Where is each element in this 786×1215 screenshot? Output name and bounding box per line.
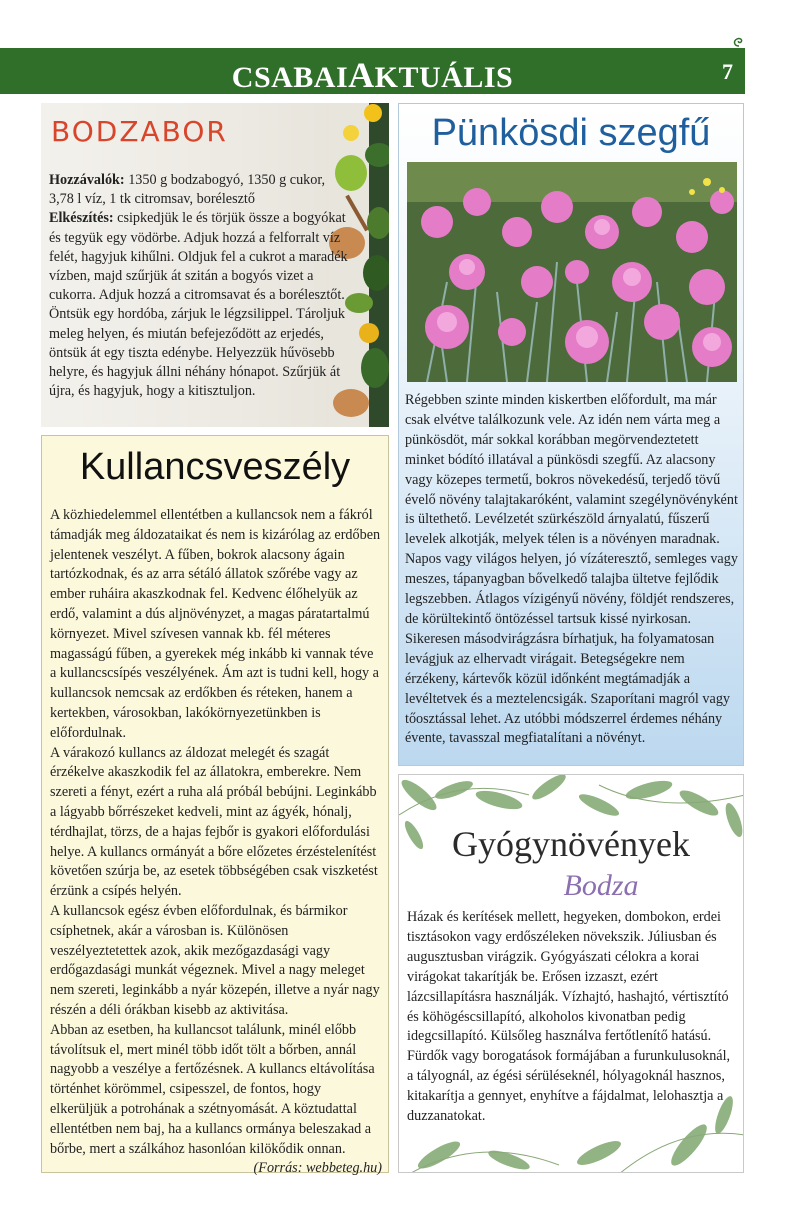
gyogynovenyek-subtitle: Bodza (563, 869, 639, 902)
punkosdi-szegfu-article (398, 103, 744, 766)
gyogynovenyek-title: Gyógynövények (452, 824, 690, 864)
bodzabor-recipe-box (41, 103, 389, 427)
gyogynovenyek-article (398, 774, 744, 1173)
kullancs-paragraph: A kullancsok egész évben előfordulnak, és bármikor csíphetnek, akár a városban is. Különösen veszélyeztetettek azok, akik mezőgazdasági vagy erdőgazdasági munkát végeznek. Mivel a nagy meleget nem szereti, leginkább a nyár közepén, illetve a nyár nagy részén a déli órákban kisebb az aktivitása. (50, 902, 380, 1018)
kullancs-paragraph: A közhiedelemmel ellentétben a kullancsok nem a fákról támadják meg áldozataikat és nem is kizárólag az erdőben jelentenek veszélyt. A fűben, bokrok alacsony ágain tartózkodnak, és az arra sétáló állatok szőrébe vagy az ember ruháira akaszkodnak fel. Kedvenc élőhelyük az erdő, valamint a dús aljnövényzet, a magas páratartalmú környezet. Mivel szívesen vannak kb. fél méteres magasságú fűben, a gyerekek még inkább ki vannak téve a kullancscsípés veszélyének. Ám azt is tudni kell, hogy a kullancsok nemcsak az erdőkben és réteken, hanem a kertekben, városokban, lakókörnyezetünkben is előfordulnak. (50, 507, 381, 741)
publication-title: CSABAIAKTUÁLIS (231, 55, 514, 95)
source-credit: (Forrás: webbeteg.hu) (253, 1160, 382, 1177)
bodzabor-title: BODZABOR (51, 115, 228, 148)
gyogynovenyek-body: Házak és kerítések mellett, hegyeken, dombokon, erdei tisztásokon vagy erdőszéleken növekszik. Júliusban és augusztusban virágzik. Gyógyászati célokra a korai virágokat takarítják be. Erősen izzaszt, ezért lázcsillapításra használják. Vízhajtó, hashajtó, vértisztító és köhögéscsillapító, alkoholos kivonatban pedig idegcsillapító. Külsőleg használva fertőtlenítő hatású. Fürdők vagy borogatások formájában a furunkulusoknál, a tályognál, az égési sérüléseknél, hólyagoknál hasznos, kitakarítja a gennyet, enyhítve a fájdalmat, lelohasztja a duzzanatokat. (407, 909, 731, 1125)
kullancs-article (41, 435, 389, 1177)
punkosdi-body: Régebben szinte minden kiskertben előfordult, ma már csak elvétve találkozunk vele. Az idén nem várta meg a pünkösdöt, már sokkal korábban megörvendeztetett minket bódító illatával a pünkösdi szegfű. Az alacsony vagy közepes termetű, bokros növekedésű, terjedő tövű évelő növény talajtakaróként, valamint szegélynövényként is ültethető. Levélzetét szürkészöld árnyalatú, fűszerű levelek alkotják, melyek télen is a növényen maradnak. Napos vagy világos helyen, jó vízáteresztő, semleges vagy meszes, tápanyagban bővelkedő talajba ültetve fejlődik legszebben. Átlagos vízigényű növény, földjét rendszeres, de körültekintő öntözéssel tartsuk kissé nyirkosan. Sikeresen másodvirágzásra bírhatjuk, ha folyamatosan levágjuk az elhervadt virágait. Betegségekre nem érzékeny, kártevők közül időnként megtámadják a levéltetvek és a meztelencsigák. Szaporítani magról vagy tőosztással lehet. Az utóbbi módszerrel érdemes néhány évente, tavasszal megfiatalítani a növényt. (405, 392, 738, 747)
page-header-band (0, 48, 745, 94)
kullancs-paragraph: Abban az esetben, ha kullancsot találunk, minél előbb távolítsuk el, mert minél több időt tölt a bőrben, annál nagyobb a veszélye a fertőzésnek. A kullancs eltávolítása történhet körömmel, csipesszel, de fontos, hogy elkerüljük a potrohának a szétnyomását. A köztudattal ellentétben nem baj, ha a kullancs ormánya beleszakad a bőrbe, mert a szálkához hasonlóan kilökődik onnan. (Forrás: webbeteg.hu) (50, 1021, 382, 1160)
kullancs-title: Kullancsveszély (79, 446, 351, 488)
punkosdi-title: Pünkösdi szegfű (431, 112, 711, 154)
bodzabor-body: Hozzávalók: 1350 g bodzabogyó, 1350 g cukor, 3,78 l víz, 1 tk citromsav, borélesztő Elkészítés: csipkedjük le és törjük össze a bogyókat és tegyük egy vödörbe. Adjuk hozzá a felforralt víz felét, hagyjuk kihűlni. Oldjuk fel a cukrot a maradék vízben, majd szűrjük át szitán a bogyós vizet a cukorra. Adjuk hozzá a citromsavat és a borélesztőt. Öntsük egy hordóba, zárjuk le légzsilippel. Tároljuk meleg helyen, és miután befejeződött az erjedés, öntsük át egy tiszta edénybe. Helyezzük hűvösebb helyre, és hagyjuk állni néhány hónapot. Szűrjük át újra, és hagyjuk, hogy a kitisztuljon. (49, 172, 348, 400)
kullancs-paragraph: A várakozó kullancs az áldozat melegét és szagát érzékelve akaszkodik fel az állatokra, emberekre. Nem szereti a fényt, ezért a ruha alá próbál bebújni. Leginkább a lágyabb bőrrészeket kedveli, mint az ágyék, hónalj, térdhajlat, törzs, de a hajas fejbőr is gyakori előfordulási helye. A kullancs ormányát a bőre előzetes érzéstelenítést követően szúrja be, az esetek többségében csak viszketést érzünk a csípés helyén. (50, 744, 378, 900)
swirl-ornament-icon (732, 36, 746, 48)
kullancs-body (50, 506, 382, 1179)
pink-carnation-photo (407, 162, 737, 382)
page-number: 7 (722, 59, 733, 84)
